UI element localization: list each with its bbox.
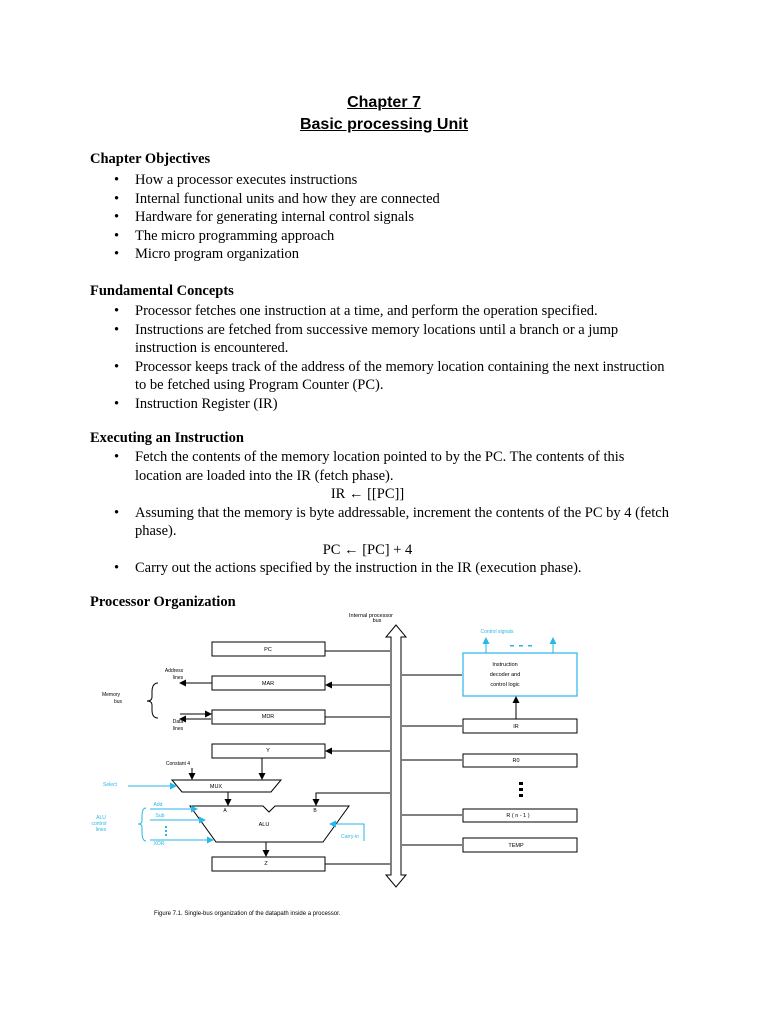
list-item: • Micro program organization [110,245,670,264]
bus-to-alu-b-wire [316,793,390,805]
temp-label: TEMP [508,843,524,849]
alu-add-label: Add [153,802,163,808]
figure-caption: Figure 7.1. Single-bus organization of the datapath inside a processor. [154,911,341,917]
list-item: • Processor keeps track of the address of the memory location containing the next instruction to be fetched using Program Counter (PC). [110,358,670,395]
ellipsis-dot [165,826,167,828]
r0-register [463,754,577,767]
ellipsis-dot [519,794,523,797]
control-signals-label: Control signals [480,629,514,635]
list-item: • The micro programming approach [110,227,670,246]
carry-in-label: Carry-in [341,834,359,840]
bus-label: bus [372,618,382,624]
decoder-label: Instruction [492,662,518,668]
data-lines-label: Data [172,719,184,725]
decoder-label: control logic [490,682,520,688]
alu-label: ALU [258,822,270,828]
z-label: Z [264,861,268,867]
objectives-heading: Chapter Objectives [90,151,211,167]
ellipsis-dot [519,645,523,647]
memory-bus-label: Memory [101,692,121,698]
list-item: • Processor fetches one instruction at a time, and perform the operation specified. [110,302,670,321]
internal-bus [386,625,406,887]
select-label: Select [103,782,117,788]
list-item-text: Assuming that the memory is byte addressable, increment the contents of the PC by 4 (fetch phase). [135,504,669,539]
bus-label: Internal processor [348,613,394,619]
ellipsis-dot [165,834,167,836]
mux [172,780,281,792]
ellipsis-dot [510,645,514,647]
list-item: • Internal functional units and how they are connected [110,190,670,209]
list-item: • Hardware for generating internal control signals [110,208,670,227]
z-register [212,857,325,871]
mdr-label: MDR [261,714,275,720]
increment-formula: PC ← [PC] + 4 [322,541,413,558]
r0-label: R0 [512,758,520,764]
rn-label: R ( n - 1 ) [506,813,530,819]
alu [190,806,349,842]
ellipsis-dot [519,782,523,785]
ellipsis-dot [528,645,532,647]
constant-label: Constant 4 [165,761,191,767]
ir-register [463,719,577,733]
alu-input-a-label: A [223,808,227,814]
list-item: • How a processor executes instructions [110,171,670,190]
chapter-number: Chapter 7 [347,94,421,111]
list-item: • Carry out the actions specified by the instruction in the IR (execution phase). [110,559,670,578]
list-item: • Instructions are fetched from successive memory locations until a branch or a jump instruction is encountered. [110,321,670,358]
fetch-formula: IR ← [[PC]] [330,486,405,502]
mux-label: MUX [209,784,223,790]
list-item-text: Fetch the contents of the memory location pointed to by the PC. The contents of this location are loaded into the IR (fetch phase). [135,449,625,484]
alu-control-label: lines [95,827,107,833]
fundamentals-heading: Fundamental Concepts [90,283,234,299]
alu-control-label: control [91,821,107,827]
list-item: • Instruction Register (IR) [110,395,670,414]
alu-control-label: ALU [96,815,106,821]
address-lines-label: Address [164,668,184,674]
executing-heading: Executing an Instruction [90,430,244,446]
mar-label: MAR [261,681,275,687]
alu-xor-label: XOR [153,841,165,847]
organization-heading: Processor Organization [90,594,236,610]
ellipsis-dot [165,830,167,832]
memory-bus-brace [147,683,158,718]
alu-control-brace [138,808,146,841]
ellipsis-dot [519,788,523,791]
data-lines-label: lines [172,726,184,732]
memory-bus-label: bus [113,699,123,705]
decoder-label: decoder and [489,672,521,678]
pc-label: PC [264,647,272,653]
ir-label: IR [513,724,519,730]
alu-input-b-label: B [313,808,317,814]
address-lines-label: lines [172,675,184,681]
chapter-title: Basic processing Unit [299,116,469,133]
alu-sub-label: Sub [155,813,165,819]
y-label: Y [266,748,270,754]
